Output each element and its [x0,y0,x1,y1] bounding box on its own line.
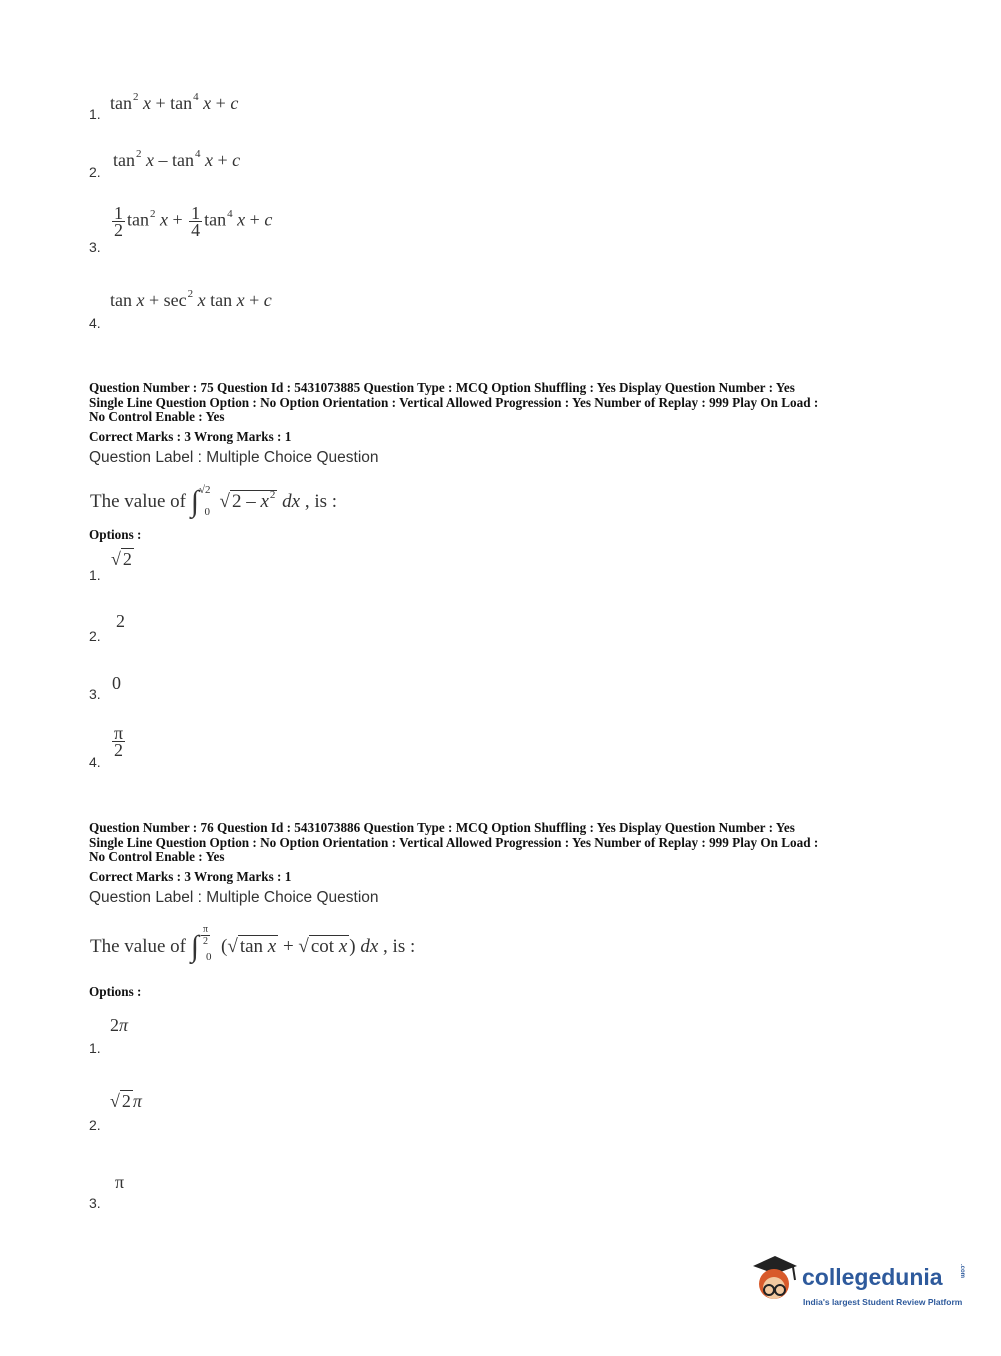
option-number: 3. [89,1195,101,1211]
option-number: 3. [89,686,101,702]
meta-line: Single Line Question Option : No Option Orientation : Vertical Allowed Progression : Yes Number of Replay : 999 Play On Load : [89,834,819,850]
option-number: 3. [89,239,101,255]
option-expression: $\tan^2 x + \tan^4 x + c$ [110,91,239,113]
option-number: 1. [89,106,101,122]
question-stem [90,481,338,518]
option-expression: π [115,1172,125,1192]
meta-line: Single Line Question Option : No Option Orientation : Vertical Allowed Progression : Yes Number of Replay : 999 Play On Load : [89,394,819,410]
option-number: 2. [89,164,101,180]
logo-suffix: .com [959,1264,965,1279]
options-heading: Options : [89,527,142,542]
question-label: Question Label : Multiple Choice Question [89,449,379,466]
meta-line: Question Number : 76 Question Id : 5431073886 Question Type : MCQ Option Shuffling : Yes Display Question Number : Yes [89,820,795,835]
option-expression: $\tan x + \sec^2 x$ tan x + c [110,288,272,310]
option-number: 1. [89,1040,101,1056]
question-stem-math: ∫ $^{\frac{\pi}{2}}$ $_0$ (√ tan x + √ cot x ) dx , is : [190,923,416,963]
meta-line: Question Number : 75 Question Id : 5431073885 Question Type : MCQ Option Shuffling : Yes Display Question Number : Yes [89,380,795,395]
mascot-icon [745,1252,801,1308]
question-stem-text: The value of [90,491,187,512]
collegedunia-logo [745,1250,970,1314]
option-number: 4. [89,315,101,331]
meta-line: No Control Enable : Yes [89,409,225,424]
option-expression: $\frac{1}{2}$ $\tan^2 x$ + $\frac{1}{4}$ $\tan^4 x + c$ [114,203,273,240]
option-expression: √ 2 π [110,1091,142,1111]
question-meta [89,381,919,425]
option-expression: 2 [116,611,125,631]
question-stem [90,923,416,963]
marks-info: Correct Marks : 3 Wrong Marks : 1 [89,869,292,884]
question-meta [89,821,919,865]
logo-wordmark: collegedunia [802,1264,943,1290]
option-expression: √ 2 [111,549,132,569]
question-stem-math: ∫$^{√2}_0$ √ $2 - x^2$ dx , is : [190,484,338,518]
question-stem-text: The value of [90,936,187,957]
option-number: 4. [89,754,101,770]
options-heading: Options : [89,984,142,999]
logo-tagline: India's largest Student Review Platform [803,1297,963,1307]
question-label: Question Label : Multiple Choice Question [89,889,379,906]
option-expression: $\frac{\pi}{2}$ [114,723,124,760]
option-expression: $\tan^2 x - \tan^4 x + c$ [113,148,241,170]
option-number: 2. [89,628,101,644]
meta-line: No Control Enable : Yes [89,849,225,864]
option-number: 2. [89,1117,101,1133]
marks-info: Correct Marks : 3 Wrong Marks : 1 [89,429,292,444]
option-expression: 2π [110,1015,129,1035]
option-number: 1. [89,567,101,583]
option-expression: 0 [112,673,121,693]
